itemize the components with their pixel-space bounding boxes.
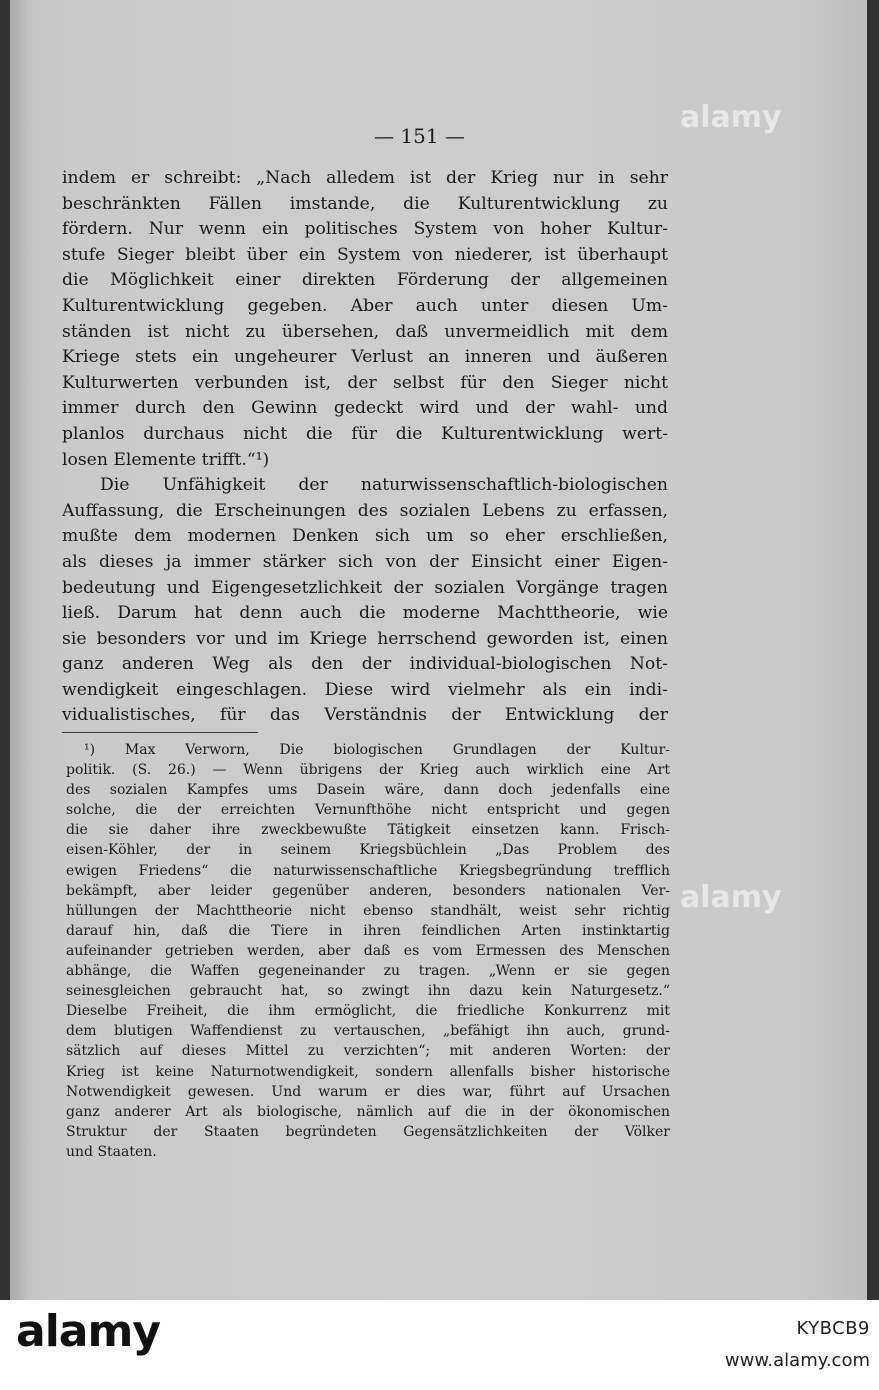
footnote-line: des sozialen Kampfes ums Dasein wäre, dann doch jedenfalls eine [66, 782, 670, 799]
page-number: — 151 — [374, 124, 465, 148]
text-line: Die Unfähigkeit der naturwissenschaftlich-biologischen [100, 475, 668, 496]
footnote-block [66, 740, 670, 1162]
text-line: vidualistisches, für das Verständnis der Entwicklung der [62, 705, 668, 726]
footnote-line: ¹) Max Verworn, Die biologischen Grundlagen der Kultur- [84, 742, 670, 758]
alamy-logo: alamy [16, 1306, 160, 1357]
text-line: Auffassung, die Erscheinungen des sozialen Lebens zu erfassen, [62, 500, 668, 521]
footnote-line: bekämpft, aber leider gegenüber anderen, besonders nationalen Ver- [66, 882, 670, 899]
footnote-line: dem blutigen Waffendienst zu vertauschen, „befähigt ihn auch, grund- [66, 1023, 670, 1040]
footnote-line: Dieselbe Freiheit, die ihm ermöglicht, die friedliche Konkurrenz mit [66, 1003, 670, 1020]
watermark-logo: alamy [680, 100, 782, 135]
footnote-line: aufeinander getrieben werden, aber daß es vom Ermessen des Menschen [66, 942, 670, 959]
footnote-divider [62, 732, 258, 733]
footnote-line: politik. (S. 26.) — Wenn übrigens der Krieg auch wirklich eine Art [66, 762, 670, 779]
text-line: Kulturwerten verbunden ist, der selbst für den Sieger nicht [62, 372, 668, 393]
text-line: die Möglichkeit einer direkten Förderung der allgemeinen [62, 270, 668, 291]
text-line: stufe Sieger bleibt über ein System von niederer, ist überhaupt [62, 244, 668, 265]
text-line: losen Elemente trifft.“¹) [62, 449, 270, 470]
text-line: als dieses ja immer stärker sich von der Einsicht einer Eigen- [62, 551, 668, 572]
footnote-line: darauf hin, daß die Tiere in ihren feindlichen Arten instinktartig [66, 922, 670, 939]
text-line: planlos durchaus nicht die für die Kulturentwicklung wert- [62, 423, 668, 444]
watermark-logo: alamy [680, 880, 782, 915]
text-line: ständen ist nicht zu übersehen, daß unvermeidlich mit dem [62, 321, 668, 342]
text-line: bedeutung und Eigengesetzlichkeit der sozialen Vorgänge tragen [62, 577, 668, 598]
text-line: ganz anderen Weg als den der individual-biologischen Not- [62, 654, 668, 675]
footnote-line: abhänge, die Waffen gegeneinander zu tragen. „Wenn er sie gegen [66, 963, 670, 980]
text-line: wendigkeit eingeschlagen. Diese wird vielmehr als ein indi- [62, 679, 668, 700]
footnote-line: seinesgleichen gebraucht hat, so zwingt ihn dazu kein Naturgesetz.“ [66, 983, 670, 1000]
site-url: www.alamy.com [724, 1350, 870, 1371]
footnote-line: die sie daher ihre zweckbewußte Tätigkeit einsetzen kann. Frisch- [66, 822, 670, 839]
footnote-line: eisen-Köhler, der in seinem Kriegsbüchlein „Das Problem des [66, 842, 670, 859]
text-line: sie besonders vor und im Kriege herrschend geworden ist, einen [62, 628, 668, 649]
main-text-block [62, 166, 668, 729]
text-line: indem er schreibt: „Nach alledem ist der Krieg nur in sehr [62, 168, 668, 188]
footnote-line: hüllungen der Machttheorie nicht ebenso standhält, weist sehr richtig [66, 902, 670, 919]
footnote-line: ganz anderer Art als biologische, nämlich auf die in der ökonomischen [66, 1103, 670, 1120]
footnote-line: ewigen Friedens“ die naturwissenschaftliche Kriegsbegründung trefflich [66, 862, 670, 879]
text-line: immer durch den Gewinn gedeckt wird und der wahl- und [62, 398, 668, 419]
footnote-line: Krieg ist keine Naturnotwendigkeit, sondern allenfalls bisher historische [66, 1063, 670, 1080]
footnote-line: Notwendigkeit gewesen. Und warum er dies war, führt auf Ursachen [66, 1083, 670, 1100]
text-line: ließ. Darum hat denn auch die moderne Machttheorie, wie [62, 603, 668, 624]
footnote-line: sätzlich auf dieses Mittel zu verzichten“; mit anderen Worten: der [66, 1043, 670, 1060]
text-line: mußte dem modernen Denken sich um so eher erschließen, [62, 526, 668, 547]
footnote-line: solche, die der erreichten Vernunfthöhe nicht entspricht und gegen [66, 802, 670, 819]
text-line: Kulturentwicklung gegeben. Aber auch unter diesen Um- [62, 295, 668, 316]
footnote-line: und Staaten. [66, 1143, 157, 1160]
text-line: fördern. Nur wenn ein politisches System von hoher Kultur- [62, 219, 668, 240]
image-id-label: KYBCB9 [796, 1318, 870, 1339]
footnote-line: Struktur der Staaten begründeten Gegensätzlichkeiten der Völker [66, 1123, 670, 1140]
text-line: beschränkten Fällen imstande, die Kulturentwicklung zu [62, 193, 668, 214]
text-line: Kriege stets ein ungeheurer Verlust an inneren und äußeren [62, 347, 668, 368]
